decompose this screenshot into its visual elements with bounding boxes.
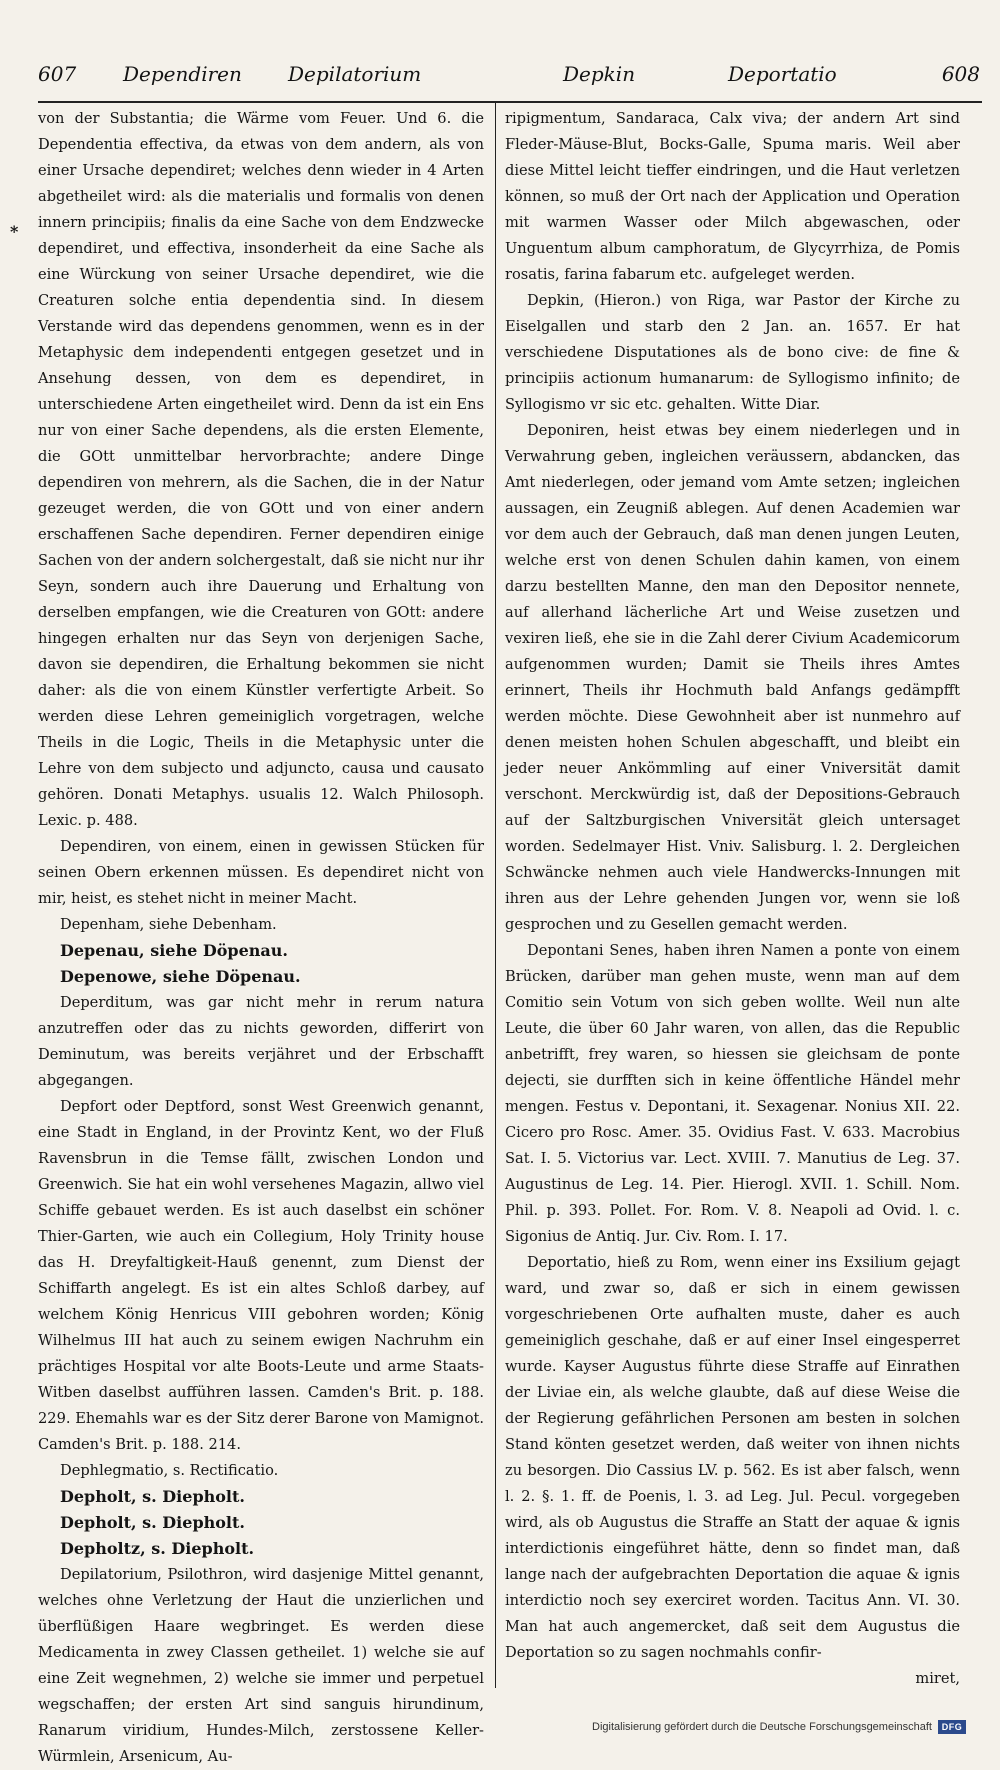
running-headword-1: Dependiren: [123, 62, 242, 86]
entry-depfort: Depfort oder Deptford, sonst West Greenwich genannt, eine Stadt in England, in der Provintz Kent, wo der Fluß Ravensbrun in die Temse fällt, zwischen London und Greenwich. Sie hat ein wohl versehenes Magazin, allwo viel Schiffe gebauet werden. Es ist auch daselbst ein schöner Thier-Garten, wie auch ein Collegium, Holy Trinity house das H. Dreyfaltigkeit-Hauß genennt, zum Dienst der Schiffarth angelegt. Es ist ein altes Schloß darbey, auf welchem König Henricus VIII gebohren worden; König Wilhelmus III hat auch zu seinem ewigen Nachruhm ein prächtiges Hospital vor alte Boots-Leute und arme Staats-Witben daselbst aufführen lassen. Camden's Brit. p. 188. 229. Ehemahls war es der Sitz derer Barone von Mamignot. Camden's Brit. p. 188. 214.: [38, 1098, 484, 1453]
entry-depenowe: Depenowe, siehe Döpenau.: [60, 967, 301, 986]
entry-depholt-2: Depholt, s. Diepholt.: [60, 1513, 245, 1532]
running-headword-3: Depkin: [563, 62, 636, 86]
entry-dependiren: Dependiren, von einem, einen in gewissen Stücken für seinen Obern erkennen müssen. Es dependiret nicht von mir, heist, es stehet nicht in meiner Macht.: [38, 838, 484, 907]
footer-text: Digitalisierung gefördert durch die Deutsche Forschungsgemeinschaft: [592, 1721, 932, 1733]
column-divider: [495, 103, 496, 1688]
entry-depholt-1: Depholt, s. Diepholt.: [60, 1487, 245, 1506]
digitization-footer: [592, 1720, 966, 1734]
entry-deperditum: Deperditum, was gar nicht mehr in rerum natura anzutreffen oder das zu nichts geworden, differirt von Deminutum, was bereits verjähret und der Erbschafft abgegangen.: [38, 994, 484, 1089]
running-header: [38, 62, 980, 92]
entry-depholtz: Depholtz, s. Diepholt.: [60, 1539, 255, 1558]
entry-dephlegmatio: Dephlegmatio, s. Rectificatio.: [60, 1462, 279, 1479]
entry-deportatio: Deportatio, hieß zu Rom, wenn einer ins Exsilium gejagt ward, und zwar so, daß er sich in einem gewissen vorgeschriebenen Orte aufhalten muste, daher es auch gemeiniglich geschahe, daß er auf einer Insel eingesperret wurde. Kayser Augustus führte diese Straffe auf Einrathen der Liviae ein, als welche glaubte, daß auf diese Weise die der Regierung gefährlichen Personen am besten in solchen Stand könten gesetzet werden, daß weiter von ihnen nichts zu besorgen. Dio Cassius LV. p. 562. Es ist aber falsch, wenn l. 2. §. 1. ff. de Poenis, l. 3. ad Leg. Jul. Pecul. vorgegeben wird, als ob Augustus die Straffe an Statt der aquae & ignis interdictionis eingeführet hätte, denn so findet man, daß lange nach der aufgebrachten Deportation die aquae & ignis interdictio noch sey exerciret worden. Tacitus Ann. VI. 30. Man hat auch angemercket, daß seit dem Augustus die Deportation so zu sagen nochmahls confir-: [505, 1254, 960, 1661]
entry-depenau: Depenau, siehe Döpenau.: [60, 941, 288, 960]
entry-depenham: Depenham, siehe Debenham.: [60, 916, 277, 933]
entry-depilatorium-continued: ripigmentum, Sandaraca, Calx viva; der andern Art sind Fleder-Mäuse-Blut, Bocks-Galle, Spuma maris. Weil aber diese Mittel leicht tieffer eindringen, und die Haut verletzen können, so muß der Ort nach der Application und Operation mit warmen Wasser oder Milch abgewaschen, oder Unguentum album camphoratum, de Glycyrrhiza, de Pomis rosatis, farina fabarum etc. aufgeleget werden.: [505, 110, 960, 283]
entry-depkin: Depkin, (Hieron.) von Riga, war Pastor der Kirche zu Eiselgallen und starb den 2 Jan. an. 1657. Er hat verschiedene Disputationes als de bono cive: de fine & principiis actionum humanarum: de Syllogismo infinito; de Syllogismo vr sic etc. gehalten. Witte Diar.: [505, 292, 960, 413]
entry-depilatorium: Depilatorium, Psilothron, wird dasjenige Mittel genannt, welches ohne Verletzung der Haut die unzierlichen und überflüßigen Haare wegbringet. Es werden diese Medicamenta in zwey Classen getheilet. 1) welche sie auf eine Zeit wegnehmen, 2) welche sie immer und perpetuel wegschaffen; der ersten Art sind sanguis hirundinum, Ranarum viridium, Hundes-Milch, zerstossene Keller-Würmlein, Arsenicum, Au-: [38, 1566, 484, 1765]
page-number-left: 607: [38, 62, 77, 86]
entry-depontani-senes: Depontani Senes, haben ihren Namen a ponte von einem Brücken, darüber man gehen muste, wenn man auf dem Comitio sein Votum von sich geben wollte. Weil nun alte Leute, die über 60 Jahr waren, von allen, das die Republic anbetrifft, frey waren, so hiessen sie gleichsam de ponte dejecti, sie durfften sich in keine öffentliche Händel mehr mengen. Festus v. Depontani, it. Sexagenar. Nonius XII. 22. Cicero pro Rosc. Amer. 35. Ovidius Fast. V. 633. Macrobius Sat. I. 5. Victorius var. Lect. XVIII. 7. Manutius de Leg. 37. Augustinus de Leg. 14. Pier. Hierogl. XVII. 1. Schill. Nom. Phil. p. 393. Pollet. For. Rom. V. 8. Neapoli ad Ovid. l. c. Sigonius de Antiq. Jur. Civ. Rom. I. 17.: [505, 942, 960, 1245]
entry-dependentia-continued: von der Substantia; die Wärme vom Feuer. Und 6. die Dependentia effectiva, da etwas von dem andern, als von einer Ursache dependiret; welches denn wieder in 4 Arten abgetheilet wird: als die materialis und formalis von denen innern principiis; finalis da eine Sache von dem Endzwecke dependiret, und effectiva, insonderheit da eine Sache als eine Würckung von seiner Ursache dependiret, wie die Creaturen solche entia dependentia sind. In diesem Verstande wird das dependens genommen, wenn es in der Metaphysic dem independenti entgegen gesetzet und in Ansehung dessen, von dem es dependiret, in unterschiedene Arten eingetheilet wird. Denn da ist ein Ens nur von einer Sache dependens, als die ersten Elemente, die GOtt unmittelbar hervorbrachte; andere Dinge dependiren von mehrern, als die Sachen, die in der Natur gezeuget werden, die von GOtt und von einer andern erschaffenen Sache dependiren. Ferner dependiren einige Sachen von der andern solchergestalt, daß sie nicht nur ihr Seyn, sondern auch ihre Dauerung und Erhaltung von derselben empfangen, wie die Creaturen von GOtt: andere hingegen erhalten nur das Seyn von derjenigen Sache, davon sie dependiren, die Erhaltung bekommen sie nicht daher: als die von einem Künstler verfertigte Arbeit. So werden diese Lehren gemeiniglich vorgetragen, welche Theils in die Logic, Theils in die Metaphysic unter die Lehre von dem subjecto und adjuncto, causa und causato gehören. Donati Metaphys. usualis 12. Walch Philosoph. Lexic. p. 488.: [38, 110, 484, 829]
running-headword-2: Depilatorium: [288, 62, 422, 86]
left-column: [38, 106, 484, 1770]
dfg-logo: DFG: [938, 1720, 966, 1734]
catchword: miret,: [915, 1670, 960, 1687]
right-column: [505, 106, 960, 1692]
entry-deponiren: Deponiren, heist etwas bey einem niederlegen und in Verwahrung geben, ingleichen veräussern, abdancken, das Amt niederlegen, oder jemand vom Amte setzen; ingleichen aussagen, ein Zeugniß ablegen. Auf denen Academien war vor dem auch der Gebrauch, daß man denen jungen Leuten, welche erst von denen Schulen dahin kamen, von einem darzu bestellten Manne, den man den Depositor nennete, auf allerhand lächerliche Art und Weise zusetzen und vexiren ließ, ehe sie in die Zahl derer Civium Academicorum aufgenommen wurden; Damit sie Theils ihres Amtes erinnert, Theils ihr Hochmuth bald Anfangs gedämpfft werden möchte. Diese Gewohnheit aber ist nunmehro auf denen meisten hohen Schulen abgeschafft, und bleibt ein jeder neuer Ankömmling auf einer Vniversität damit verschont. Merckwürdig ist, daß der Depositions-Gebrauch auf der Saltzburgischen Vniversität gleich untersaget worden. Sedelmayer Hist. Vniv. Salisburg. l. 2. Dergleichen Schwäncke nehmen auch viele Handwercks-Innungen mit ihren aus der Lehre gehenden Jungen vor, wenn sie loß gesprochen und zu Gesellen gemacht werden.: [505, 422, 960, 933]
header-rule: [38, 101, 982, 103]
running-headword-4: Deportatio: [728, 62, 837, 86]
margin-mark: *: [10, 222, 19, 241]
page-number-right: 608: [941, 62, 980, 86]
